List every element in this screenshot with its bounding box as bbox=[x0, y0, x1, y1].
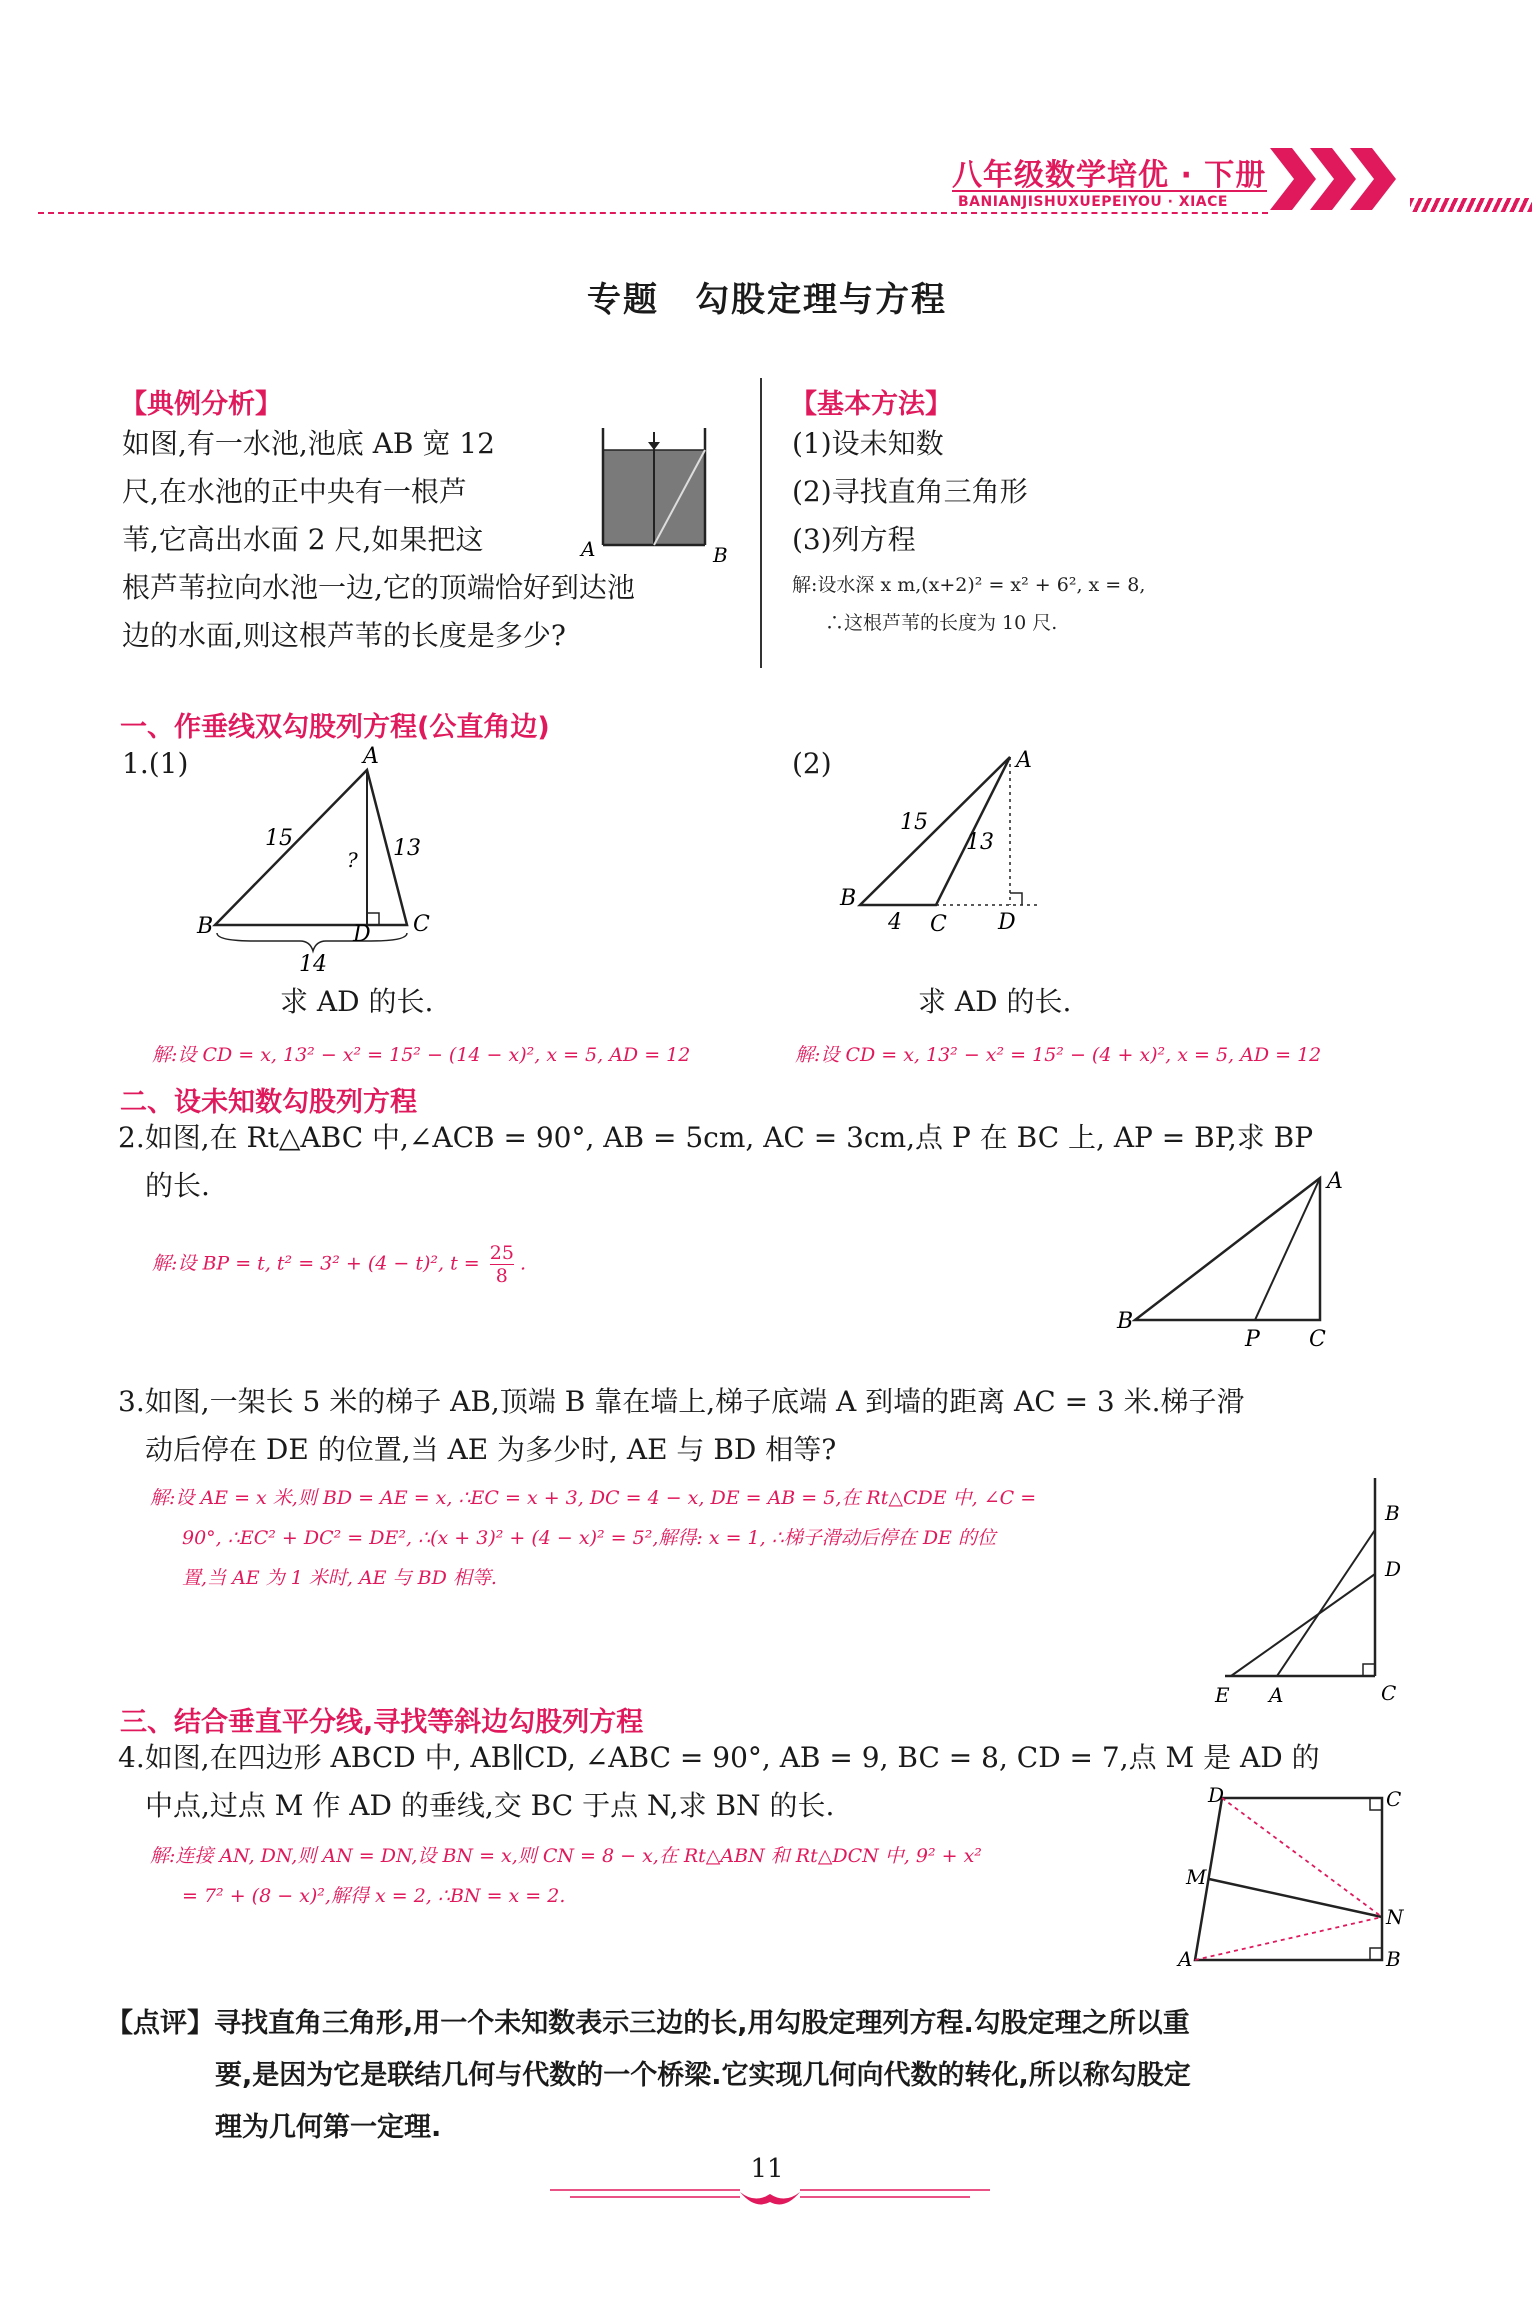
ladder-label-e: E bbox=[1215, 1683, 1230, 1707]
q1-solution: 解:设 CD = x, 13² − x² = 15² − (14 − x)², x = 5, AD = 12 bbox=[152, 1044, 691, 1066]
triangle-figure-2 bbox=[830, 745, 1060, 945]
fig2-side-bc: 4 bbox=[888, 910, 902, 935]
quad-label-m: M bbox=[1186, 1865, 1207, 1889]
method-step-2: (2)寻找直角三角形 bbox=[792, 475, 1028, 508]
triangle-figure-1 bbox=[195, 745, 455, 975]
example-heading: 【典例分析】 bbox=[120, 389, 282, 420]
ladder-figure bbox=[1195, 1470, 1415, 1710]
q2-solution: 解:设 BP = t, t² = 3² + (4 − t)², t = $\frac{25}{8}$ . bbox=[152, 1242, 527, 1287]
triangle-figure-q2 bbox=[1105, 1160, 1355, 1350]
fig2-label-a: A bbox=[1016, 748, 1032, 773]
pool-label-a: A bbox=[581, 537, 596, 561]
fig1-label-c: C bbox=[413, 912, 430, 937]
q3-line-2: 动后停在 DE 的位置,当 AE 为多少时, AE 与 BD 相等? bbox=[145, 1433, 837, 1466]
review-line-1: 【点评】寻找直角三角形,用一个未知数表示三边的长,用勾股定理列方程.勾股定理之所以重 bbox=[106, 2008, 1190, 2039]
quad-label-a: A bbox=[1178, 1947, 1193, 1971]
q4-solution-1: 解:连接 AN, DN,则 AN = DN,设 BN = x,则 CN = 8 − x,在 Rt△ABN 和 Rt△DCN 中, 9² + x² bbox=[150, 1845, 982, 1867]
section1-heading: 一、作垂线双勾股列方程(公直角边) bbox=[120, 712, 550, 743]
fig2-side-ab: 15 bbox=[900, 810, 928, 835]
example-line-1: 如图,有一水池,池底 AB 宽 12 bbox=[122, 427, 495, 460]
q3-solution-1: 解:设 AE = x 米,则 BD = AE = x, ∴EC = x + 3, DC = 4 − x, DE = AB = 5,在 Rt△CDE 中, ∠C = bbox=[150, 1487, 1037, 1509]
quad-label-b: B bbox=[1386, 1947, 1401, 1971]
review-line-2: 要,是因为它是联结几何与代数的一个桥梁.它实现几何向代数的转化,所以称勾股定 bbox=[215, 2060, 1191, 2091]
q2-fraction bbox=[490, 1242, 514, 1287]
q4-solution-2: = 7² + (8 − x)²,解得 x = 2, ∴BN = x = 2. bbox=[182, 1885, 566, 1907]
fig1-label-a: A bbox=[363, 745, 379, 769]
pool-figure bbox=[575, 420, 735, 570]
fig1-side-bc: 14 bbox=[299, 952, 327, 975]
q2-fraction-den: 8 bbox=[495, 1265, 508, 1287]
fig2-label-b: B bbox=[840, 886, 857, 911]
fig1-label-d: D bbox=[353, 922, 371, 947]
section3-heading: 三、结合垂直平分线,寻找等斜边勾股列方程 bbox=[120, 1707, 644, 1738]
method-step-3: (3)列方程 bbox=[792, 523, 916, 556]
q3-line-1: 3.如图,一架长 5 米的梯子 AB,顶端 B 靠在墙上,梯子底端 A 到墙的距离 AC = 3 米.梯子滑 bbox=[118, 1385, 1245, 1418]
fig1-side-ad: ? bbox=[347, 848, 358, 872]
page-number: 11 bbox=[750, 2154, 784, 2184]
example-line-3: 苇,它高出水面 2 尺,如果把这 bbox=[122, 523, 484, 556]
q4-line-2: 中点,过点 M 作 AD 的垂线,交 BC 于点 N,求 BN 的长. bbox=[145, 1789, 835, 1822]
book-pinyin: BANIANJISHUXUEPEIYOU · XIACE bbox=[958, 194, 1228, 210]
method-solution-2: ∴这根芦苇的长度为 10 尺. bbox=[825, 612, 1058, 634]
example-line-5: 边的水面,则这根芦苇的长度是多少? bbox=[122, 619, 566, 652]
header-hatch bbox=[1410, 198, 1532, 212]
fig2-side-ac: 13 bbox=[966, 830, 994, 855]
pool-label-b: B bbox=[713, 543, 728, 567]
quad-label-c: C bbox=[1386, 1787, 1402, 1811]
section2-heading: 二、设未知数勾股列方程 bbox=[120, 1087, 417, 1118]
ladder-label-c: C bbox=[1381, 1681, 1397, 1705]
ladder-label-a: A bbox=[1269, 1683, 1284, 1707]
q3-solution-2: 90°, ∴EC² + DC² = DE², ∴(x + 3)² + (4 − x)² = 5²,解得: x = 1, ∴梯子滑动后停在 DE 的位 bbox=[182, 1527, 996, 1549]
q2-solution-text: 解:设 BP = t, t² = 3² + (4 − t)², t = bbox=[152, 1252, 480, 1275]
header-chevrons-icon bbox=[1270, 148, 1420, 210]
example-line-4: 根芦苇拉向水池一边,它的顶端恰好到达池 bbox=[122, 571, 635, 604]
fig1-side-ab: 15 bbox=[265, 826, 293, 851]
quad-label-d: D bbox=[1208, 1783, 1225, 1807]
q2fig-label-a: A bbox=[1327, 1169, 1343, 1194]
q2fig-label-p: P bbox=[1245, 1327, 1260, 1350]
page-title: 专题 勾股定理与方程 bbox=[587, 280, 947, 320]
header-divider bbox=[38, 212, 1268, 214]
fig1-label-b: B bbox=[197, 914, 214, 939]
column-divider bbox=[760, 378, 762, 668]
ladder-label-d: D bbox=[1385, 1557, 1402, 1581]
q2-line-1: 2.如图,在 Rt△ABC 中,∠ACB = 90°, AB = 5cm, AC = 3cm,点 P 在 BC 上, AP = BP,求 BP bbox=[118, 1121, 1314, 1154]
q1-2-solution: 解:设 CD = x, 13² − x² = 15² − (4 + x)², x = 5, AD = 12 bbox=[795, 1044, 1322, 1066]
q1-2-label: (2) bbox=[792, 747, 832, 780]
q1-2-ask: 求 AD 的长. bbox=[918, 985, 1072, 1018]
fig2-label-d: D bbox=[998, 910, 1016, 935]
book-title: 八年级数学培优 · 下册 bbox=[952, 158, 1267, 193]
quadrilateral-figure bbox=[1160, 1782, 1410, 1972]
q1-label: 1.(1) bbox=[122, 747, 189, 780]
q2fig-label-c: C bbox=[1309, 1327, 1326, 1350]
example-line-2: 尺,在水池的正中央有一根芦 bbox=[122, 475, 467, 508]
q2-line-2: 的长. bbox=[145, 1169, 210, 1202]
method-step-1: (1)设未知数 bbox=[792, 427, 944, 460]
q2-fraction-num: 25 bbox=[489, 1242, 514, 1264]
q2fig-label-b: B bbox=[1117, 1309, 1134, 1334]
q4-line-1: 4.如图,在四边形 ABCD 中, AB∥CD, ∠ABC = 90°, AB = 9, BC = 8, CD = 7,点 M 是 AD 的 bbox=[118, 1741, 1320, 1774]
review-line-3: 理为几何第一定理. bbox=[215, 2112, 442, 2143]
header-rule bbox=[952, 190, 1267, 192]
ladder-label-b: B bbox=[1385, 1501, 1400, 1525]
method-heading: 【基本方法】 bbox=[790, 389, 952, 420]
fig1-side-ac: 13 bbox=[393, 836, 421, 861]
method-solution-1: 解:设水深 x m,(x+2)² = x² + 6², x = 8, bbox=[792, 574, 1146, 596]
q1-ask: 求 AD 的长. bbox=[280, 985, 434, 1018]
quad-label-n: N bbox=[1386, 1905, 1404, 1929]
fig2-label-c: C bbox=[930, 912, 947, 937]
q3-solution-3: 置,当 AE 为 1 米时, AE 与 BD 相等. bbox=[182, 1567, 497, 1589]
